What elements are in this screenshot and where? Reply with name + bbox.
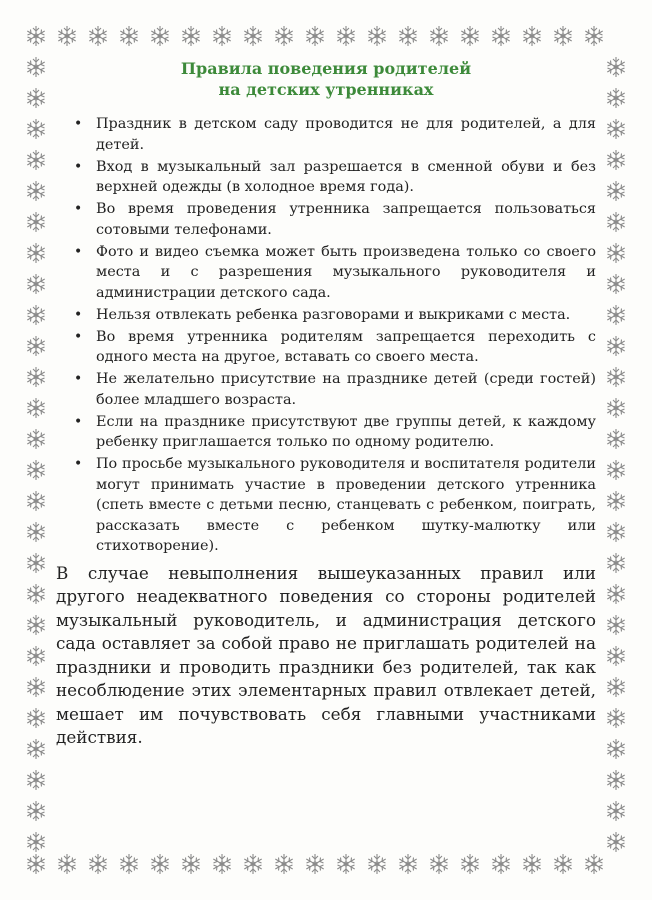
rule-text: По просьбе музыкального руководителя и воспитателя родители могут принимать участие в проведении детского утренника (спеть вместе с детьми песню, станцевать с ребенком, поиграть, рассказать вместе с ребенком шутку-малютку или стихотворение). xyxy=(96,456,596,554)
snowflake-icon xyxy=(27,181,44,201)
snowflake-icon xyxy=(607,150,624,170)
list-item xyxy=(56,114,596,155)
snowflake-icon xyxy=(27,336,44,356)
snowflake-icon xyxy=(244,854,261,874)
snowflake-icon xyxy=(213,854,230,874)
snowflake-icon xyxy=(607,336,624,356)
snowflake-icon xyxy=(27,57,44,77)
snowflake-icon xyxy=(607,243,624,263)
snowflake-icon xyxy=(27,150,44,170)
bullet-icon: • xyxy=(74,456,83,472)
snowflake-icon xyxy=(554,26,571,46)
list-item xyxy=(56,242,596,304)
snowflake-icon xyxy=(585,854,602,874)
snowflake-icon xyxy=(368,26,385,46)
snowflake-icon xyxy=(607,553,624,573)
snowflake-icon xyxy=(27,615,44,635)
snowflake-icon xyxy=(607,181,624,201)
snowflake-icon xyxy=(523,26,540,46)
snowflake-icon xyxy=(607,584,624,604)
rules-list xyxy=(56,114,596,557)
bullet-icon: • xyxy=(74,306,83,323)
snowflake-icon xyxy=(27,429,44,449)
snowflake-icon xyxy=(607,615,624,635)
snowflake-icon xyxy=(399,26,416,46)
snowflake-icon xyxy=(607,677,624,697)
snowflake-icon xyxy=(244,26,261,46)
snowflake-icon xyxy=(151,26,168,46)
snowflake-icon xyxy=(89,26,106,46)
snowflake-icon xyxy=(27,770,44,790)
snowflake-icon xyxy=(182,854,199,874)
list-item xyxy=(56,454,596,557)
snowflake-icon xyxy=(337,854,354,874)
snowflake-icon xyxy=(27,88,44,108)
bullet-icon: • xyxy=(74,243,83,260)
rule-text: Во время проведения утренника запрещается пользоваться сотовыми телефонами. xyxy=(96,201,596,238)
list-item xyxy=(56,327,596,368)
snowflake-icon xyxy=(27,646,44,666)
snowflake-icon xyxy=(27,854,44,874)
snowflake-icon xyxy=(461,26,478,46)
snowflake-icon xyxy=(27,212,44,232)
snowflake-icon xyxy=(607,88,624,108)
list-item xyxy=(56,199,596,240)
list-item xyxy=(56,305,596,326)
snowflake-icon xyxy=(607,491,624,511)
snowflake-icon xyxy=(27,553,44,573)
snowflake-icon xyxy=(607,212,624,232)
bullet-icon: • xyxy=(74,413,83,430)
snowflake-icon xyxy=(607,801,624,821)
list-item xyxy=(56,157,596,198)
snowflake-icon xyxy=(27,739,44,759)
snowflake-icon xyxy=(27,119,44,139)
snowflake-icon xyxy=(607,770,624,790)
snowflake-icon xyxy=(306,854,323,874)
bullet-icon: • xyxy=(74,371,83,387)
snowflake-icon xyxy=(120,26,137,46)
snowflake-icon xyxy=(523,854,540,874)
snowflake-icon xyxy=(27,26,44,46)
snowflake-icon xyxy=(27,708,44,728)
snowflake-icon xyxy=(607,429,624,449)
snowflake-icon xyxy=(151,854,168,874)
rule-text: Нельзя отвлекать ребенка разговорами и выкриками с места. xyxy=(96,306,571,323)
snowflake-icon xyxy=(607,460,624,480)
snowflake-icon xyxy=(607,57,624,77)
snowflake-icon xyxy=(607,522,624,542)
bullet-icon: • xyxy=(74,116,83,132)
snowflake-icon xyxy=(607,367,624,387)
snowflake-icon xyxy=(607,119,624,139)
snowflake-icon xyxy=(27,398,44,418)
snowflake-icon xyxy=(27,801,44,821)
snowflake-icon xyxy=(607,739,624,759)
snowflake-icon xyxy=(213,26,230,46)
closing-paragraph: В случае невыполнения вышеуказанных правил или другого неадекватного поведения со стороны родителей музыкальный руководитель, и администрация детского сада оставляет за собой право не приглашать родителей на праздники и проводить праздники без родителей, так как несоблюдение этих элементарных правил отвлекает детей, мешает им почувствовать себя главными участниками действия. xyxy=(56,562,596,747)
page-title xyxy=(56,58,596,100)
snowflake-icon xyxy=(120,854,137,874)
rule-text: Вход в музыкальный зал разрешается в сменной обуви и без верхней одежды (в холодное время года). xyxy=(96,158,596,195)
snowflake-icon xyxy=(337,26,354,46)
snowflake-icon xyxy=(27,491,44,511)
snowflake-icon xyxy=(27,305,44,325)
snowflake-icon xyxy=(58,26,75,46)
snowflake-icon xyxy=(58,854,75,874)
rule-text: Во время утренника родителям запрещается переходить с одного места на другое, вставать со своего места. xyxy=(96,328,596,365)
snowflake-icon xyxy=(27,243,44,263)
snowflake-icon xyxy=(607,398,624,418)
snowflake-icon xyxy=(430,26,447,46)
snowflake-icon xyxy=(461,854,478,874)
snowflake-icon xyxy=(399,854,416,874)
snowflake-icon xyxy=(275,854,292,874)
snowflake-icon xyxy=(607,708,624,728)
title-line-2: на детских утренниках xyxy=(218,80,434,99)
snowflake-icon xyxy=(607,646,624,666)
bullet-icon: • xyxy=(74,328,83,345)
document-body xyxy=(56,58,596,766)
snowflake-icon xyxy=(27,677,44,697)
snowflake-icon xyxy=(27,584,44,604)
rule-text: Фото и видео съемка может быть произведена только со своего места и с разрешения музыкального руководителя и администрации детского сада. xyxy=(96,243,596,301)
snowflake-icon xyxy=(492,26,509,46)
snowflake-icon xyxy=(27,274,44,294)
snowflake-icon xyxy=(182,26,199,46)
snowflake-icon xyxy=(27,367,44,387)
title-line-1: Правила поведения родителей xyxy=(180,59,472,78)
rule-text: Праздник в детском саду проводится не для родителей, а для детей. xyxy=(96,116,596,153)
rule-text: Если на празднике присутствуют две группы детей, к каждому ребенку приглашается только по одному родителю. xyxy=(96,413,596,450)
snowflake-icon xyxy=(368,854,385,874)
rule-text: Не желательно присутствие на празднике детей (среди гостей) более младшего возраста. xyxy=(96,371,596,408)
list-item xyxy=(56,412,596,453)
snowflake-icon xyxy=(607,832,624,852)
snowflake-icon xyxy=(27,832,44,852)
snowflake-icon xyxy=(554,854,571,874)
snowflake-icon xyxy=(607,274,624,294)
snowflake-icon xyxy=(275,26,292,46)
snowflake-icon xyxy=(607,305,624,325)
bullet-icon: • xyxy=(74,201,83,217)
bullet-icon: • xyxy=(74,158,83,175)
snowflake-icon xyxy=(89,854,106,874)
snowflake-icon xyxy=(27,522,44,542)
snowflake-icon xyxy=(492,854,509,874)
snowflake-icon xyxy=(430,854,447,874)
snowflake-icon xyxy=(306,26,323,46)
list-item xyxy=(56,369,596,410)
snowflake-icon xyxy=(585,26,602,46)
snowflake-icon xyxy=(27,460,44,480)
